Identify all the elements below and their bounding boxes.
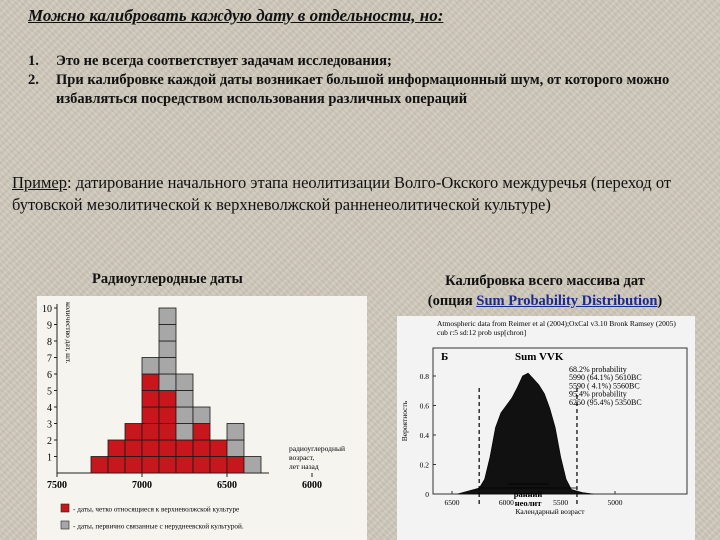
x-tick-label: 6000 (302, 480, 322, 491)
x-tick-label: 6500 (444, 498, 460, 507)
bar-cell-gray (159, 374, 176, 391)
bar-cell-gray (176, 424, 193, 441)
bar-cell-gray (176, 407, 193, 424)
legend-line: 95.4% probability (569, 389, 627, 399)
bar-cell-red (227, 457, 244, 474)
legend-label: - даты, первично связанные с неруднеевской культурой. (73, 522, 244, 531)
bar-cell-gray (142, 358, 159, 375)
y-tick-label: 1 (47, 452, 52, 464)
point-text: При калибровке каждой даты возникает большой информационный шум, от которого можно избавляться посредством использования различных операций (56, 72, 670, 107)
bar-cell-gray (244, 457, 261, 474)
bar-cell-red (91, 457, 108, 474)
histogram-chart (37, 296, 367, 540)
example-label: Пример (12, 173, 68, 192)
y-tick-label: 7 (47, 353, 52, 365)
y-tick-label: 8 (47, 337, 52, 348)
bar-cell-red (125, 424, 142, 441)
interval-annotation: ранний (513, 489, 543, 499)
example-text: : датирование начального этапа неолитизации Волго-Окского междуречья (переход от бутовской мезолитической к верхневолжской ранненеолитической культуре) (12, 173, 672, 214)
bar-cell-red (159, 457, 176, 474)
bar-cell-gray (227, 424, 244, 441)
bar-cell-red (108, 440, 125, 457)
y-tick-label: 4 (47, 403, 52, 414)
y-axis-label: количество дат, шт. (64, 302, 73, 364)
right-caption (385, 271, 705, 311)
y-tick-label: 0 (425, 490, 429, 499)
right-caption-line1: Калибровка всего массива дат (445, 273, 645, 289)
bar-cell-red (142, 440, 159, 457)
bar-cell-gray (159, 341, 176, 358)
x-tick-label: 7000 (132, 480, 152, 491)
bar-cell-red (159, 424, 176, 441)
point-number: 1. (28, 53, 39, 69)
left-caption: Радиоуглеродные даты (92, 271, 243, 287)
example-paragraph (12, 172, 717, 216)
panel-label: Б (441, 351, 449, 363)
bar-cell-red (176, 457, 193, 474)
point-item (28, 71, 720, 109)
legend-line: 5590 ( 4.1%) 5560BC (569, 381, 640, 391)
legend-swatch (61, 521, 69, 529)
bar-cell-red (210, 440, 227, 457)
bar-cell-gray (159, 358, 176, 375)
bar-cell-red (193, 457, 210, 474)
bar-cell-red (142, 457, 159, 474)
legend-line: 6250 (95.4%) 5350BC (569, 397, 642, 407)
bar-cell-red (159, 440, 176, 457)
bar-cell-red (125, 440, 142, 457)
right-caption-line2 (385, 291, 705, 311)
x-axis-annotation: возраст, (289, 453, 315, 462)
bar-cell-gray (159, 325, 176, 342)
y-tick-label: 10 (42, 304, 52, 315)
y-tick-label: 0.4 (419, 431, 429, 440)
interval-annotation: неолит (514, 498, 542, 508)
point-text: Это не всегда соответствует задачам исследования; (56, 53, 392, 69)
x-tick-label: 7500 (47, 480, 67, 491)
slide-title: Можно калибровать каждую дату в отдельности, но: (28, 6, 444, 25)
legend-swatch (61, 504, 69, 512)
x-tick-label: 6500 (217, 480, 237, 491)
bar-cell-red (193, 424, 210, 441)
chart-header: Atmospheric data from Reimer et al (2004);OxCal v3.10 Bronk Ramsey (2005) (437, 319, 676, 328)
bar-cell-gray (193, 407, 210, 424)
calibration-chart (397, 316, 695, 540)
bar-cell-gray (176, 391, 193, 408)
x-tick-label: 5500 (553, 498, 569, 507)
bar-cell-red (142, 407, 159, 424)
legend-line: 68.2% probability (569, 365, 627, 374)
x-tick-label: 6000 (498, 498, 514, 507)
bar-cell-red (176, 440, 193, 457)
legend-label: - даты, четко относящиеся к верхневолжской культуре (73, 505, 240, 514)
bar-cell-red (159, 407, 176, 424)
series-label: Sum VVK (515, 351, 564, 363)
x-tick-label: 5000 (607, 498, 623, 507)
x-axis-annotation: лет назад (289, 462, 319, 471)
bar-cell-red (193, 440, 210, 457)
bar-cell-red (142, 424, 159, 441)
sum-probability-link[interactable]: Sum Probability Distribution (476, 293, 658, 309)
points-list (28, 52, 720, 109)
legend-line: 5990 (64.1%) 5610BC (569, 373, 642, 383)
y-tick-label: 5 (47, 386, 52, 398)
x-axis-annotation: радиоуглеродный (289, 444, 346, 453)
y-tick-label: 0.2 (419, 460, 429, 470)
bar-cell-gray (176, 374, 193, 391)
y-tick-label: 0.8 (419, 372, 429, 381)
point-item (28, 52, 720, 71)
bar-cell-red (142, 391, 159, 408)
x-axis-label: Календарный возраст (515, 507, 585, 516)
y-tick-label: 9 (47, 320, 52, 332)
y-tick-label: 0.6 (419, 401, 429, 411)
chart-header: cub r:5 sd:12 prob usp[chron] (437, 328, 527, 337)
y-tick-label: 2 (47, 436, 52, 447)
bar-cell-red (108, 457, 125, 474)
bar-cell-gray (159, 308, 176, 325)
y-tick-label: 3 (47, 419, 52, 431)
bar-cell-red (142, 374, 159, 391)
y-axis-label: Вероятность (400, 400, 409, 442)
right-caption-close: ) (657, 293, 663, 309)
bar-cell-gray (227, 440, 244, 457)
bar-cell-red (159, 391, 176, 408)
point-number: 2. (28, 72, 39, 88)
y-tick-label: 6 (47, 370, 52, 381)
bar-cell-red (125, 457, 142, 474)
right-caption-open: (опция (427, 293, 477, 309)
bar-cell-red (210, 457, 227, 474)
